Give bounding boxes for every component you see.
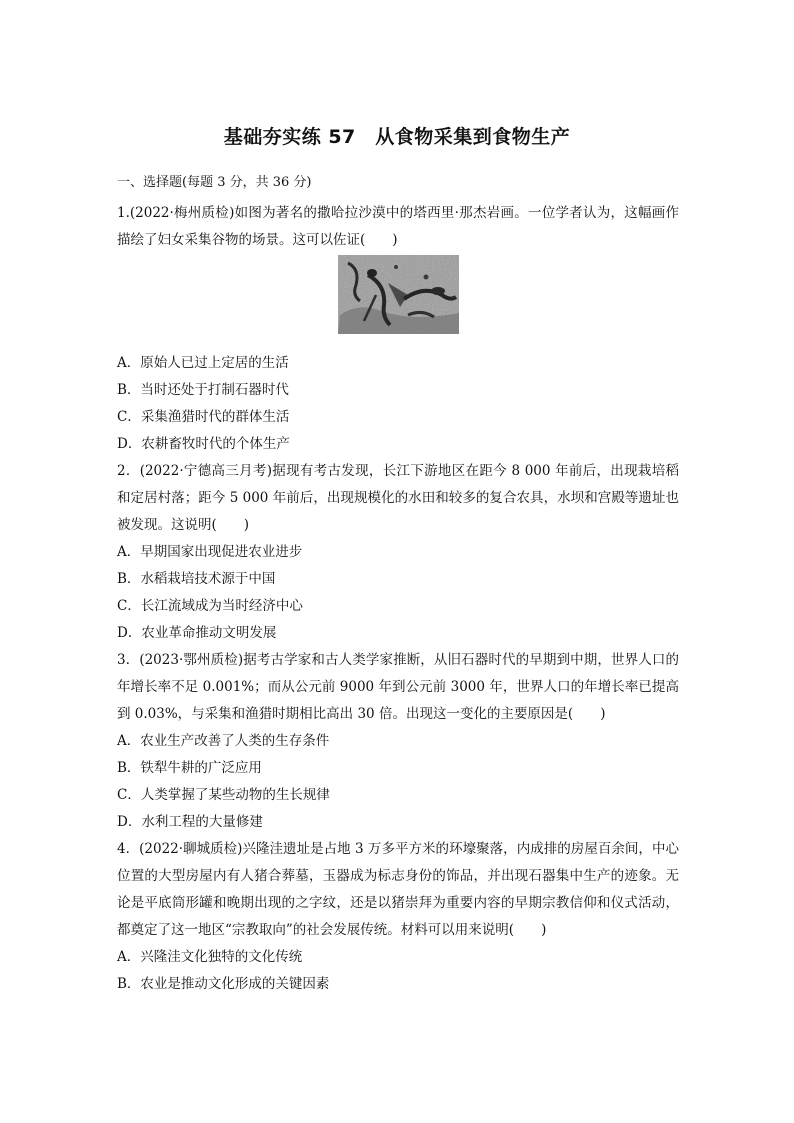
question-4 bbox=[117, 836, 679, 998]
question-list bbox=[117, 200, 679, 998]
option-c: C．人类掌握了某些动物的生长规律 bbox=[117, 787, 330, 803]
option-c: C．采集渔猎时代的群体生活 bbox=[117, 409, 290, 425]
option-a: A．早期国家出现促进农业进步 bbox=[117, 544, 303, 560]
question-3 bbox=[117, 647, 679, 836]
question-2 bbox=[117, 458, 679, 647]
question-stem: 2．(2022·宁德高三月考)据现有考古发现，长江下游地区在距今 8 000 年前后，出现栽培稻和定居村落；距今 5 000 年前后，出现规模化的水田和较多的复合农具，水坝和宫殿等遗址也被发现。这说明( ) bbox=[117, 463, 679, 533]
question-stem: 3．(2023·鄂州质检)据考古学家和古人类学家推断，从旧石器时代的早期到中期，世界人口的年增长率不足 0.001%；而从公元前 9000 年到公元前 3000 年，世界人口的年增长率已提高到 0.03%，与采集和渔猎时期相比高出 30 倍。出现这一变化的主要原因是( ) bbox=[117, 652, 679, 722]
section-heading: 一、选择题(每题 3 分，共 36 分) bbox=[117, 175, 312, 190]
option-a: A．兴隆洼文化独特的文化传统 bbox=[117, 949, 303, 965]
question-stem: 1.(2022·梅州质检)如图为著名的撒哈拉沙漠中的塔西里·那杰岩画。一位学者认为，这幅画作描绘了妇女采集谷物的场景。这可以佐证( ) bbox=[117, 205, 679, 248]
option-c: C．长江流域成为当时经济中心 bbox=[117, 598, 303, 614]
question-1 bbox=[117, 200, 679, 458]
option-b: B．水稻栽培技术源于中国 bbox=[117, 571, 276, 587]
rock-painting-image bbox=[338, 255, 459, 334]
option-d: D．农业革命推动文明发展 bbox=[117, 625, 277, 641]
option-a: A．原始人已过上定居的生活 bbox=[117, 355, 289, 371]
option-a: A．农业生产改善了人类的生存条件 bbox=[117, 733, 330, 749]
option-d: D．农耕畜牧时代的个体生产 bbox=[117, 436, 290, 452]
option-b: B．铁犁牛耕的广泛应用 bbox=[117, 760, 262, 776]
page-title: 基础夯实练 57 从食物采集到食物生产 bbox=[223, 126, 571, 148]
option-b: B．农业是推动文化形成的关键因素 bbox=[117, 976, 330, 992]
option-d: D．水利工程的大量修建 bbox=[117, 814, 263, 830]
option-b: B．当时还处于打制石器时代 bbox=[117, 382, 289, 398]
figure-container bbox=[117, 254, 679, 342]
rock-painting-drawing bbox=[338, 255, 459, 334]
question-stem: 4．(2022·聊城质检)兴隆洼遗址是占地 3 万多平方米的环壕聚落，内成排的房屋百余间，中心位置的大型房屋内有人猪合葬墓，玉器成为标志身份的饰品，并出现石器集中生产的迹象。无论是平底筒形罐和晚期出现的之字纹，还是以猪崇拜为重要内容的早期宗教信仰和仪式活动，都奠定了这一地区“宗教取向”的社会发展传统。材料可以用来说明( ) bbox=[117, 841, 679, 938]
